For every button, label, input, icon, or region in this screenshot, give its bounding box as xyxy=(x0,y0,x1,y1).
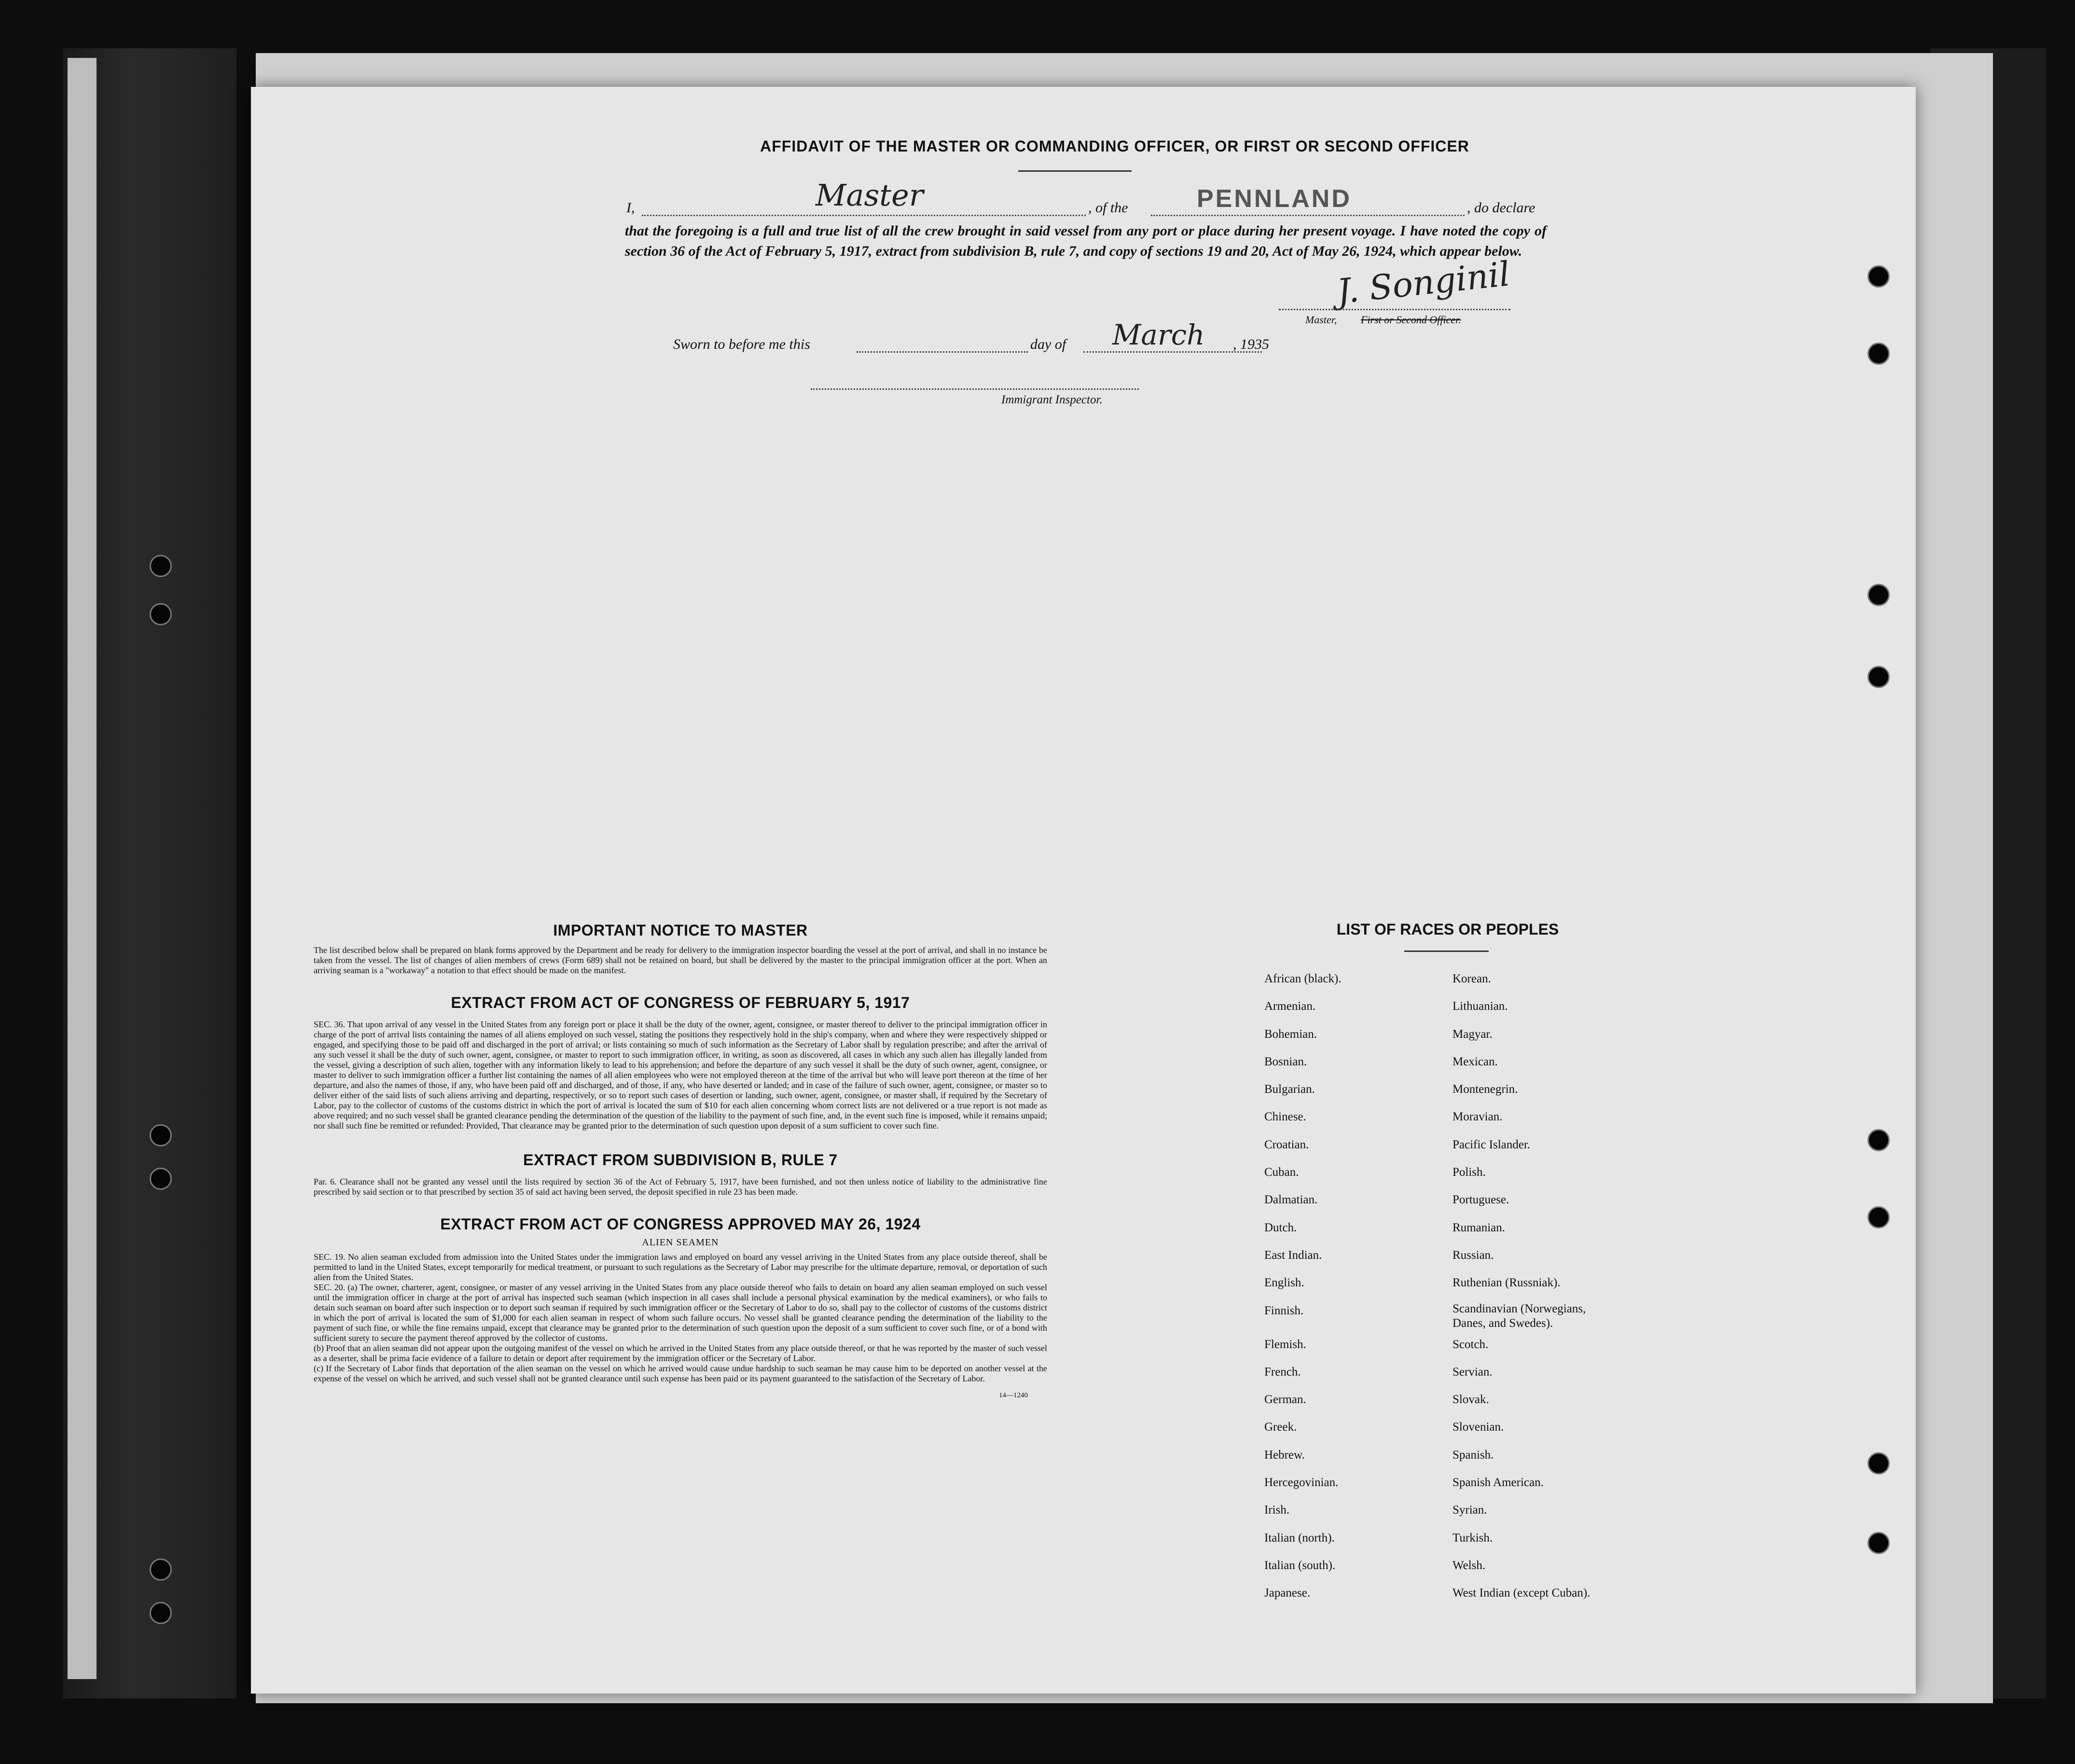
race-item: West Indian (except Cuban). xyxy=(1452,1586,1591,1600)
affidavit-title: AFFIDAVIT OF THE MASTER OR COMMANDING OFFICER, OR FIRST OR SECOND OFFICER xyxy=(760,138,1469,155)
do-declare-label: , do declare xyxy=(1467,200,1536,216)
inspector-line xyxy=(811,388,1139,390)
race-item: African (black). xyxy=(1264,972,1342,985)
alien-seamen-subtitle: ALIEN SEAMEN xyxy=(642,1237,719,1248)
section-20c-text: (c) If the Secretary of Labor finds that deportation of the alien seaman on the vessel on which he arrived would cause undue hardship to such seaman he may cause him to be deported on another vessel at the expense of the vessel on which he arrived, and such vessel shall not be granted clearance until such expense has been paid or its payment guaranteed to the satisfaction of the Secretary of Labor. xyxy=(314,1364,1047,1383)
race-item: Hercegovinian. xyxy=(1264,1476,1339,1489)
race-item: Cuban. xyxy=(1264,1166,1299,1179)
signature-label-master: Master, xyxy=(1305,314,1337,326)
signature-label-struck: First or Second Officer. xyxy=(1361,314,1461,326)
punch-hole xyxy=(1868,265,1890,288)
section-20b-text: (b) Proof that an alien seaman did not appear upon the outgoing manifest of the vessel on which he arrived in the United States from any place outside thereof, or that he was reported by the master of such vessel as a deserter, shall be prima facie evidence of a failure to detain or deport after requirement by the immigration officer or the Secretary of Labor. xyxy=(314,1343,1047,1363)
race-item: German. xyxy=(1264,1393,1306,1406)
punch-hole xyxy=(1868,1129,1890,1151)
race-item: Slovak. xyxy=(1452,1393,1489,1406)
day-of-label: day of xyxy=(1030,336,1066,352)
race-item: Flemish. xyxy=(1264,1337,1306,1351)
sworn-day-line xyxy=(857,351,1028,353)
race-item: Slovenian. xyxy=(1452,1420,1504,1434)
race-item: Ruthenian (Russniak). xyxy=(1452,1276,1561,1290)
race-item: Spanish. xyxy=(1452,1448,1494,1461)
race-item: Dalmatian. xyxy=(1264,1193,1318,1207)
of-the-label: , of the xyxy=(1088,200,1128,216)
extract-1917-body: SEC. 36. That upon arrival of any vessel in the United States from any foreign port or place it shall be the duty of the owner, agent, consignee, or master thereof to deliver to the principal immigration officer in charge of the port of arrival lists containing the names of all aliens employed on such vessel, stating the positions they respectively hold in the ship's company, when and where they were respectively shipped or engaged, and specifying those to be paid off and discharged in the port of arrival; or lists containing so much of such information as the Secretary of Labor shall by regulation prescribe; and after the arrival of any such vessel it shall be the duty of such owner, agent, consignee, or master to report to such immigration officer, in writing, as soon as discovered, all cases in which any such alien has illegally landed from the vessel, giving a description of such alien, together with any information likely to lead to his apprehension; and before the departure of any such vessel it shall be the duty of such owner, agent, consignee, or master to deliver to such immigration officer a further list containing the names of all alien employees who were not employed thereon at the time of the arrival but who will leave port thereon at the time of her departure, and also the names of those, if any, who have been paid off and discharged, and of those, if any, who have deserted or landed; and in case of the failure of such owner, agent, consignee, or master so to deliver either of the said lists of such aliens arriving and departing, respectively, or so to report such cases of desertion or landing, such owner, agent, consignee, or master shall, if required by the Secretary of Labor, pay to the collector of customs of the customs district in which the port of arrival is located the sum of $10 for each alien concerning whom correct lists are not delivered or a true report is not made as above required; and no such vessel shall be granted clearance pending the determination of the question of the liability to the payment of such fine, and, in the event such fine is imposed, while it remains unpaid; nor shall such fine be remitted or refunded: Provided, That clearance may be granted prior to the determination of such question upon deposit of a sum sufficient to cover such fine. xyxy=(314,1020,1047,1130)
race-item: Armenian. xyxy=(1264,1000,1316,1013)
race-item: Spanish American. xyxy=(1452,1476,1544,1489)
notice-section xyxy=(314,922,1047,1400)
title-underline xyxy=(1018,170,1132,172)
race-item: Bohemian. xyxy=(1264,1027,1317,1041)
sworn-year: , 1935 xyxy=(1233,336,1269,352)
race-item: Dutch. xyxy=(1264,1221,1297,1234)
punch-hole xyxy=(150,555,172,577)
extract-1917-title: EXTRACT FROM ACT OF CONGRESS OF FEBRUARY 5, 1917 xyxy=(451,994,910,1011)
notice-title: IMPORTANT NOTICE TO MASTER xyxy=(553,922,808,939)
affidavit-sheet xyxy=(251,87,1916,1694)
race-item: French. xyxy=(1264,1365,1301,1378)
notice-body: The list described below shall be prepared on blank forms approved by the Department and be ready for delivery to the immigration inspector boarding the vessel at the port of arrival, and shall in no instance be taken from the vessel. The list of changes of alien members of crews (Form 689) shall not be retained on board, but shall be delivered by the master to the principal immigration officer at the port. When an arriving seaman is a "workaway" a notation to that effect should be made on the manifest. xyxy=(314,945,1047,975)
race-item: Russian. xyxy=(1452,1248,1494,1262)
punch-hole xyxy=(1868,584,1890,606)
section-20a-text: SEC. 20. (a) The owner, charterer, agent, consignee, or master of any vessel arriving in the United States from any place outside thereof who fails to detain on board any alien seaman employed on such vessel until the immigration officer in charge at the port of arrival has inspected such seaman (which inspection in all cases shall include a personal physical examination by the medical examiners), or who fails to detain such seaman on board after such inspection or to deport such seaman if required by such immigration officer or the Secretary of Labor to do so, shall pay to the collector of customs of the customs district in which the port of arrival is located the sum of $1,000 for each alien seaman in respect of whom such failure occurs. No vessel shall be granted clearance pending the determination of the liability to the payment of such fine, or while the fine remains unpaid, except that clearance may be granted prior to the determination of such question upon the deposit of a sum sufficient to cover such fine, or of a bond with sufficient surety to secure the payment thereof approved by the collector of customs. xyxy=(314,1282,1047,1343)
race-item: Servian. xyxy=(1452,1365,1493,1378)
race-item: Magyar. xyxy=(1452,1027,1493,1041)
punch-hole xyxy=(150,1558,172,1581)
race-item: Welsh. xyxy=(1452,1558,1486,1572)
race-item: English. xyxy=(1264,1276,1304,1290)
races-list xyxy=(1264,965,1646,1607)
master-signature: J. Songinil xyxy=(1335,254,1512,312)
race-item: Irish. xyxy=(1264,1503,1290,1517)
extract-1924-title: EXTRACT FROM ACT OF CONGRESS APPROVED MAY 26, 1924 xyxy=(440,1215,921,1233)
race-item: Bosnian. xyxy=(1264,1055,1307,1068)
sworn-label: Sworn to before me this xyxy=(673,336,810,352)
race-item: Pacific Islander. xyxy=(1452,1138,1531,1151)
races-title-underline xyxy=(1404,951,1489,952)
punch-hole xyxy=(150,603,172,625)
punch-hole xyxy=(150,1168,172,1190)
race-item: Lithuanian. xyxy=(1452,1000,1508,1013)
race-item: Polish. xyxy=(1452,1166,1486,1179)
race-item: Korean. xyxy=(1452,972,1491,985)
vessel-name-stamp: PENNLAND xyxy=(1197,185,1352,213)
race-item: Croatian. xyxy=(1264,1138,1309,1151)
punch-hole xyxy=(1868,1206,1890,1228)
scan-ruler-strip xyxy=(68,58,97,1679)
race-item: Rumanian. xyxy=(1452,1221,1506,1234)
punch-hole xyxy=(1868,343,1890,365)
race-item: Scandinavian (Norwegians, Danes, and Swedes). xyxy=(1452,1302,1586,1330)
month-handwritten: March xyxy=(1112,318,1205,351)
signature-line xyxy=(1279,309,1510,310)
race-item: Italian (north). xyxy=(1264,1531,1335,1544)
form-number: 14—1240 xyxy=(999,1392,1028,1399)
race-item: Greek. xyxy=(1264,1420,1297,1434)
race-item: Italian (south). xyxy=(1264,1558,1336,1572)
race-item: Moravian. xyxy=(1452,1110,1503,1124)
race-item: Finnish. xyxy=(1264,1304,1304,1317)
race-item: Turkish. xyxy=(1452,1531,1493,1544)
race-item: Mexican. xyxy=(1452,1055,1498,1068)
vessel-line xyxy=(1151,215,1465,216)
punch-hole xyxy=(1868,666,1890,688)
punch-hole xyxy=(1868,1532,1890,1554)
extract-rule7-body: Par. 6. Clearance shall not be granted any vessel until the lists required by section 36 of the Act of February 5, 1917, have been furnished, and not then unless notice of liability to the administrative fine prescribed by said section or to that prescribed by section 35 of said act having been served, the deposit specified in rule 23 has been made. xyxy=(314,1177,1047,1197)
punch-hole xyxy=(150,1602,172,1624)
race-item: Bulgarian. xyxy=(1264,1083,1315,1096)
race-item: Chinese. xyxy=(1264,1110,1306,1124)
race-item: Scotch. xyxy=(1452,1337,1489,1351)
extract-rule7-title: EXTRACT FROM SUBDIVISION B, RULE 7 xyxy=(523,1151,838,1169)
affidavit-declaration: that the foregoing is a full and true list of all the crew brought in said vessel from any port or place during her present voyage. I have noted the copy of section 36 of the Act of February 5, 1917, extract from subdivision B, rule 7, and copy of sections 19 and 20, Act of May 26, 1924, which appear below. xyxy=(625,223,1547,259)
race-item: Portuguese. xyxy=(1452,1193,1509,1207)
punch-hole xyxy=(1868,1452,1890,1475)
race-item: East Indian. xyxy=(1264,1248,1322,1262)
signer-line xyxy=(642,215,1086,216)
race-item: Montenegrin. xyxy=(1452,1083,1518,1096)
race-item: Japanese. xyxy=(1264,1586,1311,1600)
section-19-text: SEC. 19. No alien seaman excluded from admission into the United States under the immigration laws and employed on board any vessel arriving in the United States from any place outside thereof, shall be permitted to land in the United States, except temporarily for medical treatment, or pursuant to such regulations as the Secretary of Labor may prescribe for the ultimate departure, removal, or deportation of such alien from the United States. xyxy=(314,1252,1047,1282)
punch-hole xyxy=(150,1124,172,1146)
races-title: LIST OF RACES OR PEOPLES xyxy=(1336,921,1559,938)
race-item: Hebrew. xyxy=(1264,1448,1305,1461)
signer-handwritten: Master xyxy=(816,178,924,213)
race-item: Syrian. xyxy=(1452,1503,1487,1517)
i-label: I, xyxy=(626,200,635,216)
inspector-label: Immigrant Inspector. xyxy=(1001,393,1103,406)
